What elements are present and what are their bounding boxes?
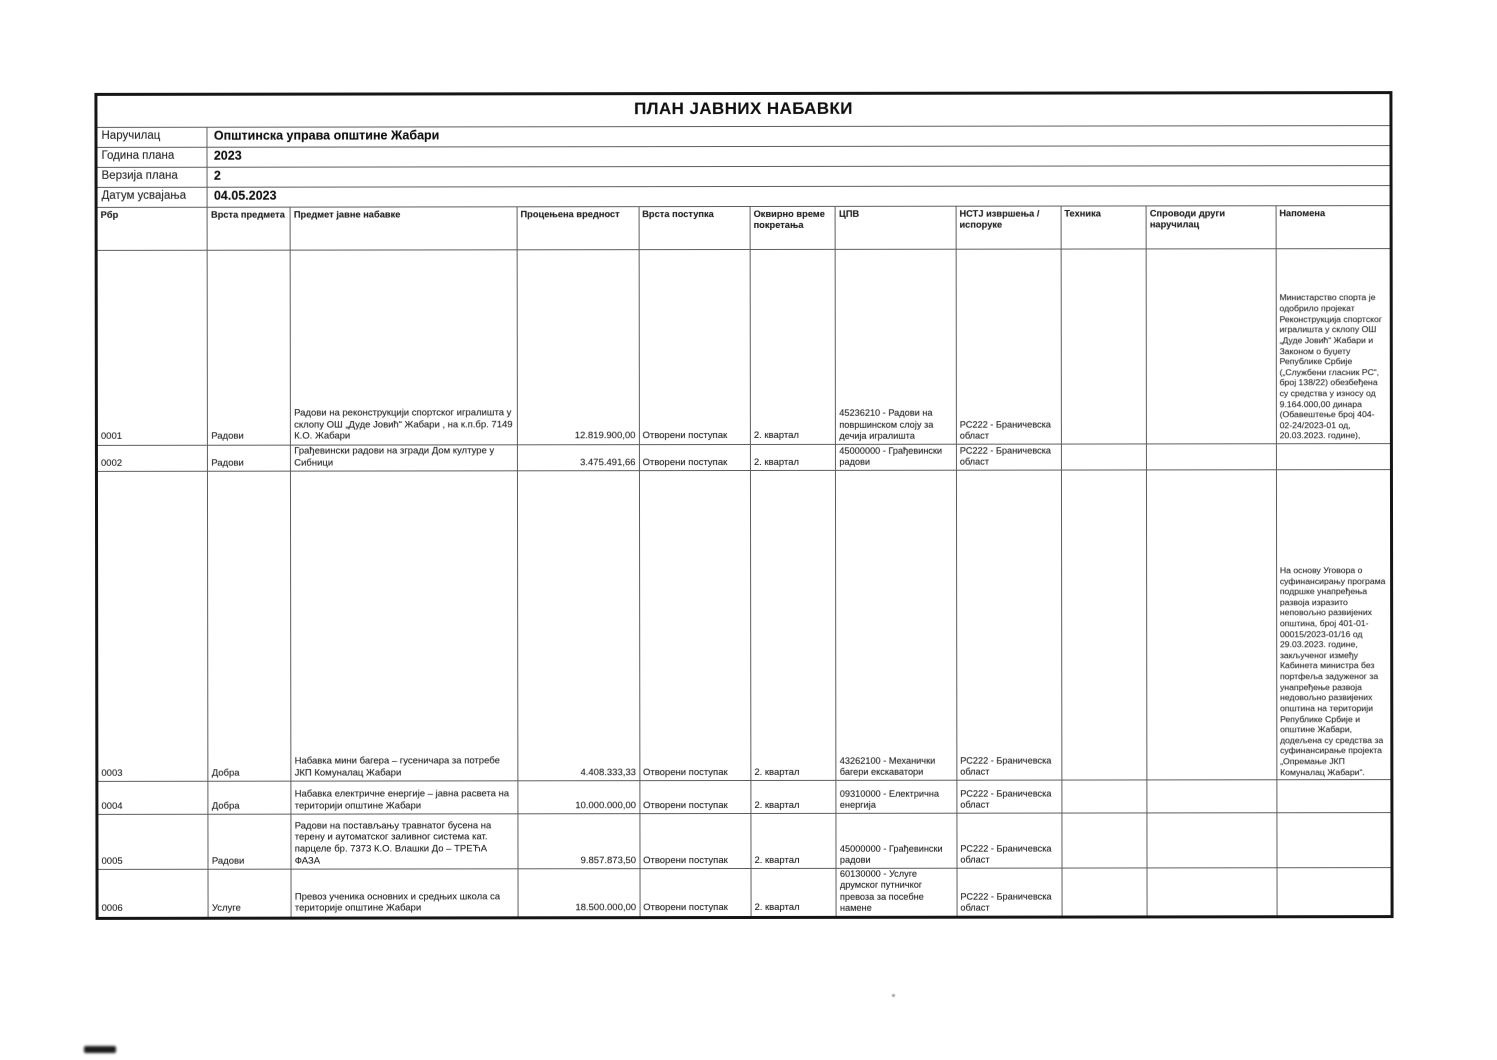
table-row [97, 813, 1392, 870]
cell-nstj: РС222 - Браничевска област [957, 813, 1062, 868]
cell-subject: Превоз ученика основних и средњих школа са територије општине Жабари [291, 869, 518, 918]
info-label: Верзија плана [96, 167, 207, 187]
cell-rbr: 0006 [97, 869, 208, 918]
column-header-napomena: Напомена [1276, 206, 1391, 249]
cell-note [1277, 868, 1392, 917]
scan-speck [892, 994, 895, 997]
cell-type: Добра [208, 471, 291, 781]
cell-technique [1062, 813, 1148, 868]
column-header-vrednost: Процењена вредност [517, 207, 639, 250]
cell-technique [1061, 249, 1147, 444]
procurement-plan-table [94, 91, 1393, 920]
column-header-vreme: Оквирно време покретања [750, 206, 836, 249]
cell-note: На основу Уговора о суфинансирању програма подршке унапређења развоја изразито неповољно развијених општина, број 401-01-00015/2023-01/16 од 29.03.2023. године, закљученог између Кабинета министра без портфеља задуженог за унапређење развоја недовољно развијених општина на територији Републике Србије и општине Жабари, додељена су средства за суфинансирање пројекта „Опремање ЈКП Комуналац Жабари“. [1276, 470, 1392, 780]
cell-other-buyer [1147, 470, 1277, 780]
cell-subject: Набавка електричне енергије – јавна расвета на територији општине Жабари [291, 781, 518, 814]
cell-cpv: 45236210 - Радови на површинском слоју за дечија игралишта [836, 249, 957, 444]
info-label: Година плана [96, 147, 207, 167]
cell-other-buyer [1147, 813, 1277, 868]
cell-quarter: 2. квартал [751, 814, 837, 869]
info-row-datum-usvajanja [96, 186, 1391, 208]
cell-value: 9.857.873,50 [518, 814, 640, 869]
cell-rbr: 0001 [96, 250, 208, 445]
cell-subject: Радови на постављању травнатог бусена на терену и аутоматског заливног система кат. парцеле бр. 7373 К.О. Влашки До – ТРЕЋА ФАЗА [291, 814, 518, 869]
scan-artifact-bottom-left [84, 1046, 116, 1053]
info-row-verzija-plana [96, 166, 1391, 188]
cell-cpv: 45000000 - Грађевински радови [836, 813, 956, 868]
cell-procedure: Отворени поступак [639, 249, 751, 444]
table-row [97, 780, 1392, 815]
cell-value: 18.500.000,00 [518, 869, 640, 918]
cell-procedure: Отворени поступак [639, 471, 751, 781]
cell-type: Радови [208, 814, 291, 869]
cell-quarter: 2. квартал [750, 444, 836, 470]
cell-other-buyer [1147, 780, 1277, 813]
cell-cpv: 60130000 - Услуге друмског путничког превоза за посебне намене [836, 868, 956, 917]
cell-nstj: РС222 - Браничевска област [956, 444, 1061, 470]
cell-other-buyer [1146, 249, 1276, 444]
info-row-narucilac [96, 126, 1391, 148]
column-header-tehnika: Техника [1061, 206, 1147, 249]
column-header-rbr: Рбр [96, 207, 207, 250]
cell-quarter: 2. квартал [750, 471, 836, 781]
column-header-row [96, 206, 1391, 251]
info-label: Датум усвајања [96, 187, 207, 207]
cell-subject: Набавка мини багера – гусеничара за потребе ЈКП Комуналац Жабари [291, 471, 518, 781]
table-row [97, 868, 1392, 919]
title-row [96, 93, 1391, 128]
cell-note [1276, 444, 1391, 470]
cell-value: 10.000.000,00 [518, 781, 640, 814]
cell-procedure: Отворени поступак [640, 869, 751, 918]
cell-subject: Радови на реконструкцији спортског игралишта у склопу ОШ „Дуде Јовић“ Жабари , на к.п.бр. 7149 К.О. Жабари [290, 250, 517, 445]
cell-note: Министарство спорта је одобрило пројекат Реконструкција спортског игралишта у склопу ОШ „Дуде Јовић“ Жабари и Законом о буџету Републике Србије („Службени гласник РС“, број 138/22) обезбеђена су средства у износу од 9.164.000,00 динара (Обавештење број 404-02-24/2023-01 од, 20.03.2023. године), [1276, 249, 1392, 444]
info-row-godina-plana [96, 146, 1391, 168]
cell-type: Услуге [208, 869, 291, 918]
procurement-plan-document [94, 91, 1393, 920]
table-row [96, 249, 1391, 446]
table-row [96, 470, 1391, 782]
cell-quarter: 2. квартал [751, 869, 837, 918]
column-header-cpv: ЦПВ [835, 206, 955, 249]
cell-nstj: РС222 - Браничевска област [957, 780, 1062, 813]
cell-value: 12.819.900,00 [517, 250, 639, 445]
cell-cpv: 45000000 - Грађевински радови [836, 444, 956, 470]
cell-note [1277, 780, 1392, 813]
info-label: Наручилац [96, 127, 207, 147]
cell-procedure: Отворени поступак [640, 814, 751, 869]
cell-nstj: РС222 - Браничевска област [956, 470, 1061, 780]
cell-procedure: Отворени поступак [639, 444, 750, 470]
info-value: Општинска управа општине Жабари [207, 126, 1391, 148]
cell-rbr: 0003 [96, 471, 208, 781]
cell-rbr: 0005 [97, 814, 208, 869]
cell-rbr: 0004 [97, 781, 208, 814]
cell-cpv: 09310000 - Електрична енергија [836, 780, 956, 813]
column-header-predmet: Предмет јавне набавке [290, 207, 517, 250]
cell-technique [1062, 868, 1148, 917]
cell-technique [1061, 444, 1147, 470]
cell-technique [1062, 780, 1148, 813]
column-header-drugi-narucilac: Спроводи други наручилац [1146, 206, 1276, 249]
info-value: 2 [207, 166, 1391, 188]
cell-nstj: РС222 - Браничевска област [957, 868, 1062, 917]
cell-value: 3.475.491,66 [517, 445, 639, 471]
info-value: 04.05.2023 [207, 186, 1391, 208]
column-header-vrsta-predmeta: Врста предмета [207, 207, 290, 250]
cell-quarter: 2. квартал [751, 781, 837, 814]
info-value: 2023 [207, 146, 1391, 168]
cell-subject: Грађевински радови на згради Дом културе у Сибници [291, 445, 518, 471]
column-header-nstj: НСТЈ извршења / испоруке [956, 206, 1061, 249]
column-header-postupak: Врста поступка [639, 206, 750, 249]
cell-other-buyer [1147, 868, 1277, 917]
cell-value: 4.408.333,33 [517, 471, 639, 781]
cell-rbr: 0002 [96, 445, 207, 471]
cell-cpv: 43262100 - Механички багери екскаватори [836, 470, 957, 780]
cell-nstj: РС222 - Браничевска област [956, 249, 1061, 444]
cell-type: Радови [208, 445, 291, 471]
cell-type: Добра [208, 781, 291, 814]
cell-other-buyer [1147, 444, 1277, 470]
document-title: ПЛАН ЈАВНИХ НАБАВКИ [96, 93, 1391, 128]
cell-note [1277, 813, 1392, 868]
cell-procedure: Отворени поступак [639, 781, 750, 814]
cell-quarter: 2. квартал [750, 249, 836, 444]
cell-type: Радови [208, 250, 291, 445]
cell-technique [1061, 470, 1147, 780]
table-row [96, 444, 1391, 472]
